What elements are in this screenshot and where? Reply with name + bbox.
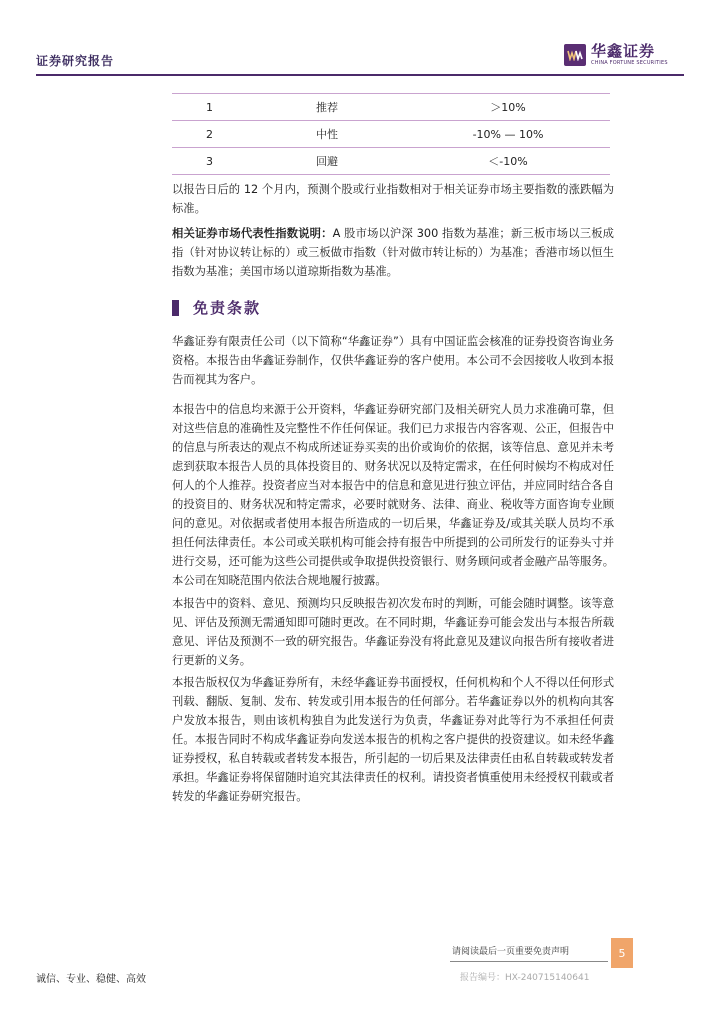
rating-number: 3	[206, 154, 213, 168]
disclaimer-paragraph-2: 本报告中的信息均来源于公开资料，华鑫证券研究部门及相关研究人员力求准确可靠，但对这些信息的准确性及完整性不作任何保证。我们已力求报告内容客观、公正，但报告中的信息与所表达的观点不构成所述证券买卖的出价或询价的依据，该等信息、意见并未考虑到获取本报告人员的具体投资目的、财务状况以及特定需求，在任何时候均不构成对任何人的个人推荐。投资者应当对本报告中的信息和意见进行独立评估，并应同时结合各自的投资目的、财务状况和特定需求，必要时就财务、法律、商业、税收等方面咨询专业顾问的意见。对依据或者使用本报告所造成的一切后果，华鑫证券及/或其关联人员均不承担任何法律责任。本公司或关联机构可能会持有报告中所提到的公司所发行的证券头寸并进行交易，还可能为这些公司提供或争取提供投资银行、财务顾问或者金融产品等服务。本公司在知晓范围内依法合规地履行披露。	[172, 403, 614, 587]
disclaimer-paragraph-4: 本报告版权仅为华鑫证券所有，未经华鑫证券书面授权，任何机构和个人不得以任何形式刊载、翻版、复制、发布、转发或引用本报告的任何部分。若华鑫证券以外的机构向其客户发放本报告，则由该机构独自为此发送行为负责，华鑫证券对此等行为不承担任何责任。本报告同时不构成华鑫证券向发送本报告的机构之客户提供的投资建议。如未经华鑫证券授权，私自转载或者转发本报告，所引起的一切后果及法律责任由私自转载或转发者承担。华鑫证券将保留随时追究其法律责任的权利。请投资者慎重使用未经授权刊载或者转发的华鑫证券研究报告。	[172, 676, 614, 803]
logo-name-cn: 华鑫证券	[591, 42, 656, 60]
rating-range: -10% — 10%	[472, 127, 544, 141]
rating-note-paragraph: 以报告日后的 12 个月内，预测个股或行业指数相对于相关证券市场主要指数的涨跌幅为标准。	[172, 183, 614, 215]
footer-slogan: 诚信、专业、稳健、高效	[36, 974, 146, 985]
disclaimer-paragraph-1: 华鑫证券有限责任公司（以下简称“华鑫证券”）具有中国证监会核准的证券投资咨询业务资格。本报告由华鑫证券制作，仅供华鑫证券的客户使用。本公司不会因接收人收到本报告而视其为客户。	[172, 335, 614, 386]
page-number: 5	[611, 938, 633, 968]
header-divider	[36, 74, 684, 76]
logo-name-en: CHINA FORTUNE SECURITIES	[591, 60, 668, 66]
benchmark-body: A 股市场以沪深 300 指数为基准；新三板市场以三板成指（针对协议转让标的）或三板做市指数（针对做市转让标的）为基准；香港市场以恒生指数为基准；美国市场以道琼斯指数为基准。	[172, 227, 614, 278]
footer-disclaimer-note: 请阅读最后一页重要免责声明	[452, 947, 570, 957]
section-title: 免责条款	[193, 299, 262, 317]
rating-number: 2	[206, 127, 213, 141]
report-number: 报告编号：HX-240715140641	[460, 973, 590, 983]
benchmark-lead: 相关证券市场代表性指数说明：	[172, 227, 333, 240]
table-row	[172, 121, 610, 148]
section-marker	[172, 300, 179, 316]
rating-label: 推荐	[316, 101, 338, 114]
table-row	[172, 148, 610, 175]
table-row	[172, 94, 610, 121]
rating-number: 1	[206, 100, 213, 114]
rating-range: ＜-10%	[488, 155, 528, 168]
rating-label: 中性	[316, 128, 338, 141]
rating-range: ＞10%	[490, 101, 526, 114]
rating-label: 回避	[316, 155, 338, 168]
footer-divider	[450, 961, 608, 962]
disclaimer-paragraph-3: 本报告中的资料、意见、预测均只反映报告初次发布时的判断，可能会随时调整。该等意见、评估及预测无需通知即可随时更改。在不同时期，华鑫证券可能会发出与本报告所载意见、评估及预测不一致的研究报告。华鑫证券没有将此意见及建议向报告所有接收者进行更新的义务。	[172, 597, 614, 667]
benchmark-paragraph	[172, 224, 614, 281]
rating-table	[172, 93, 610, 175]
company-logo	[564, 44, 668, 66]
logo-mark-icon	[564, 44, 586, 66]
header-title: 证券研究报告	[36, 54, 115, 68]
